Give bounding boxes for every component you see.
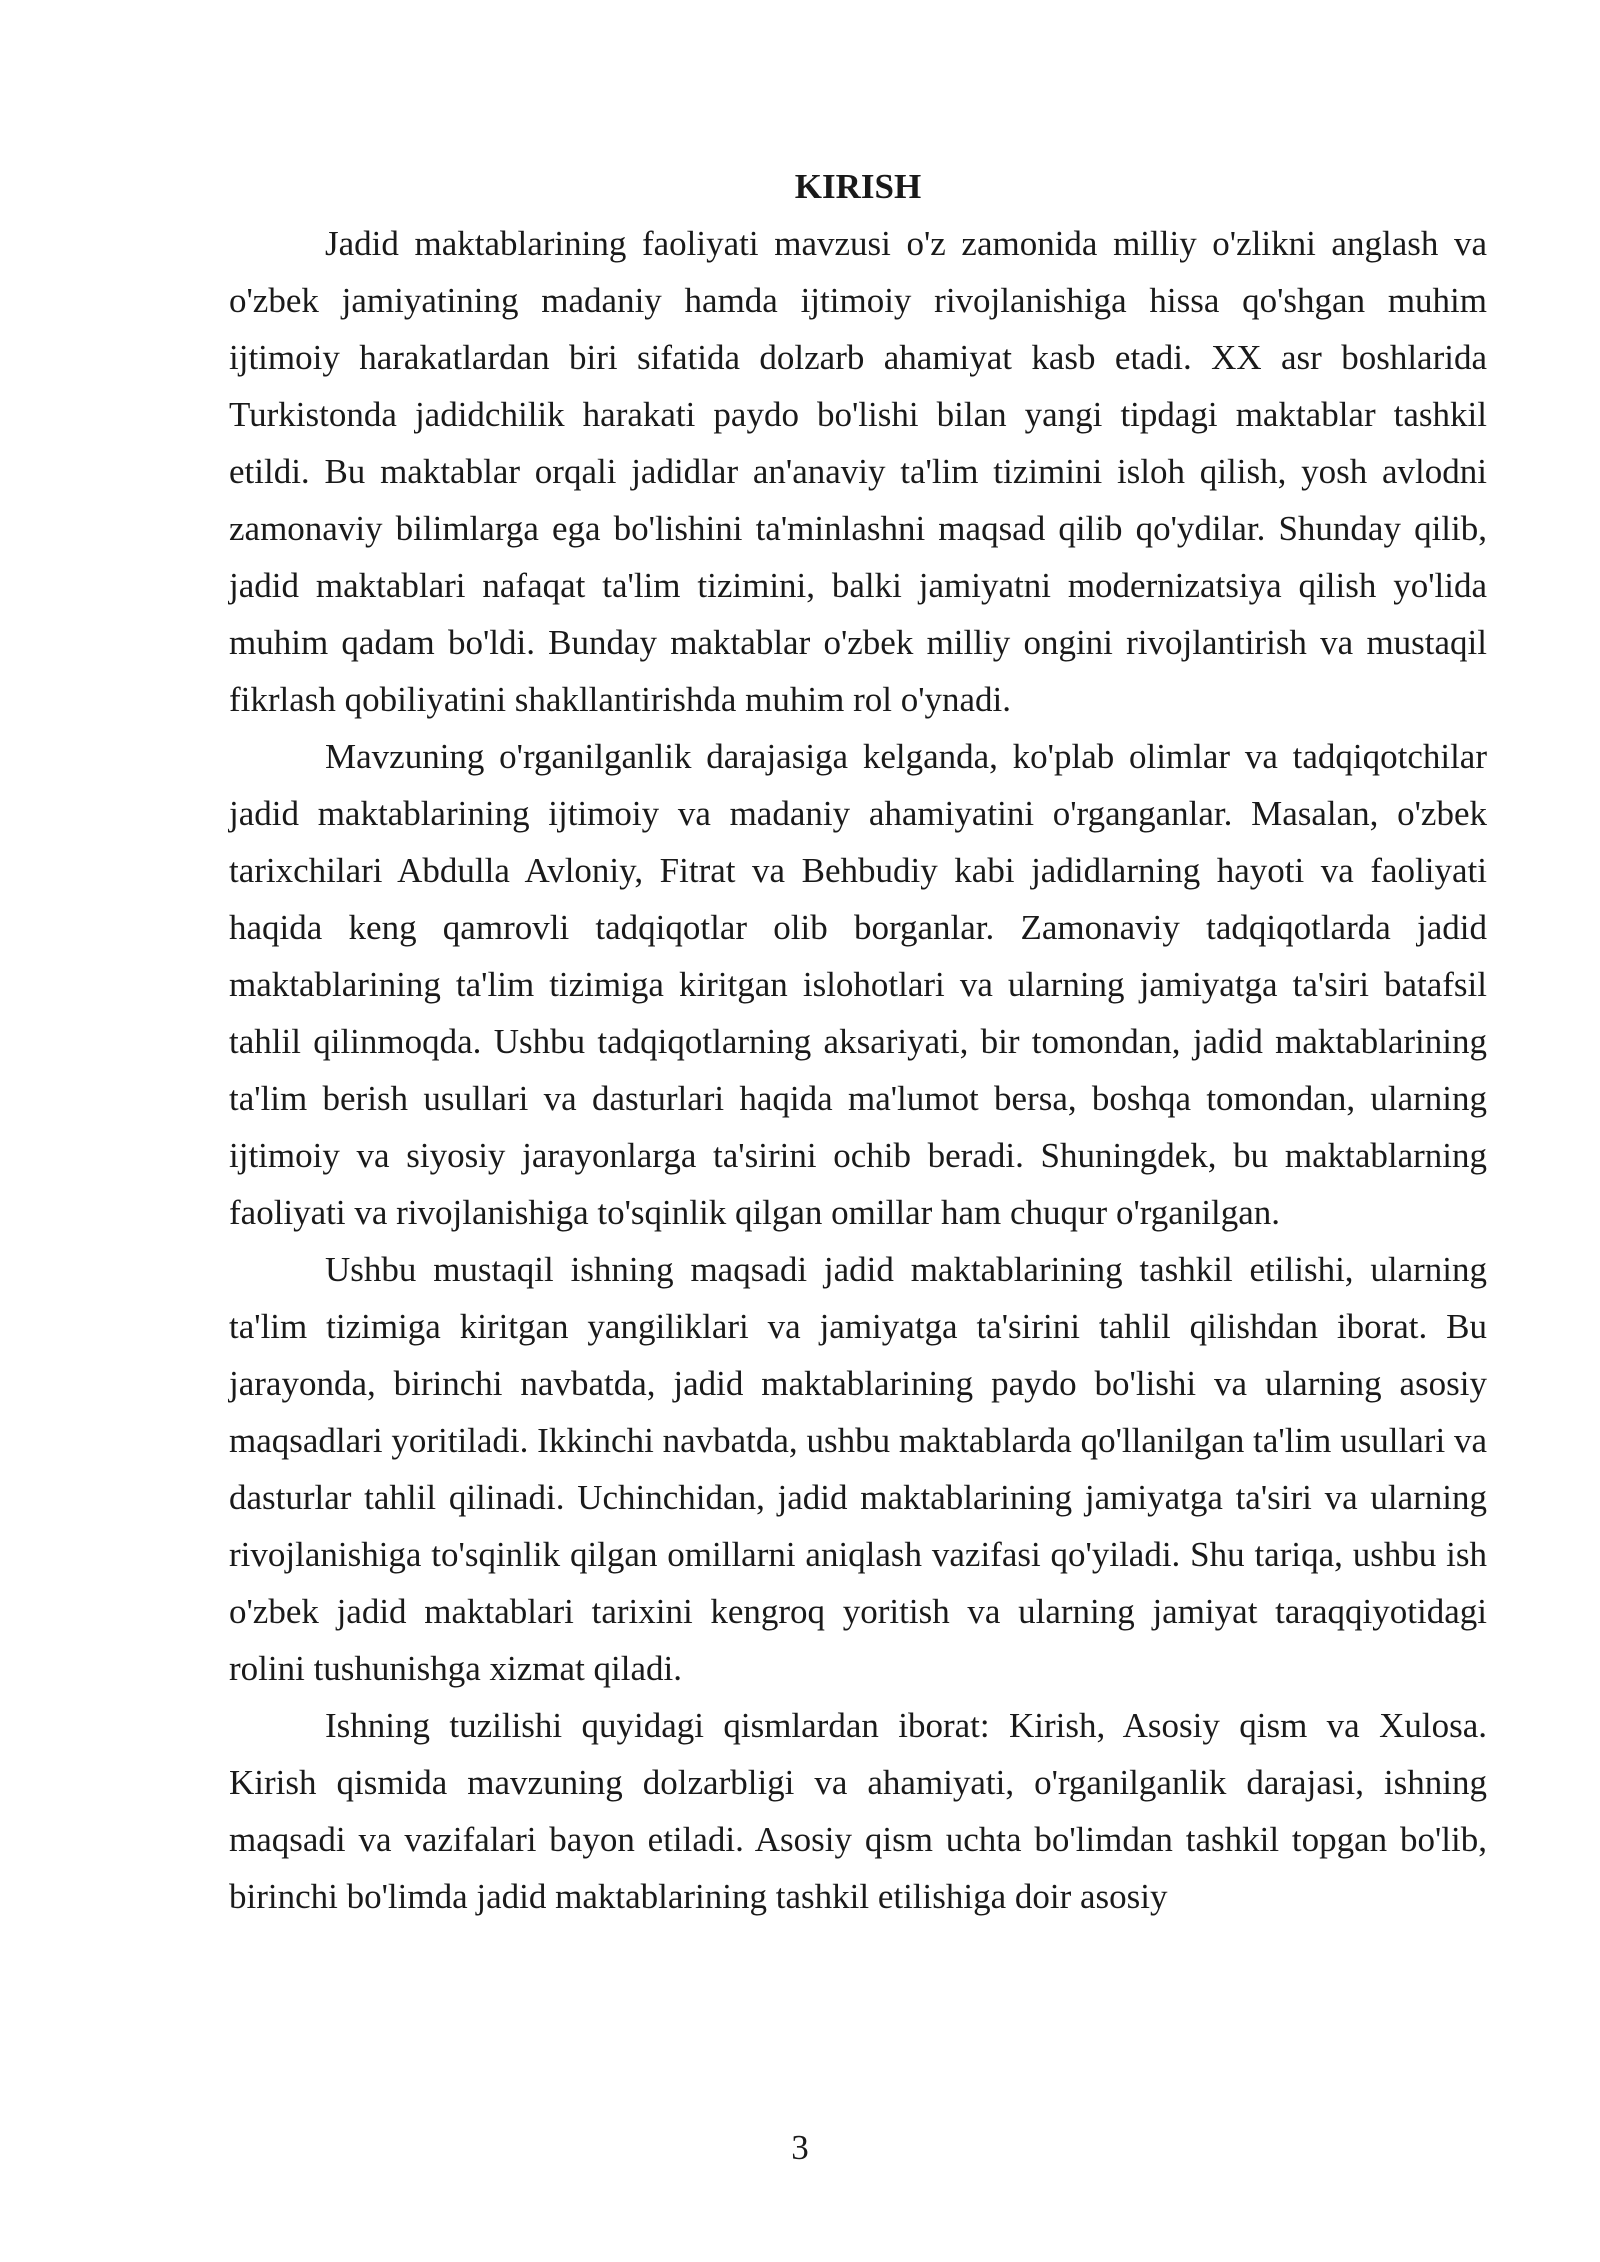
paragraph-aim-and-tasks: Ushbu mustaqil ishning maqsadi jadid maktablarining tashkil etilishi, ularning ta'lim tizimiga kiritgan yangiliklari va jamiyatga ta'sirini tahlil qilishdan iborat. Bu jarayonda, birinchi navbatda, jadid maktablarining paydo bo'lishi va ularning asosiy maqsadlari yoritiladi. Ikkinchi navbatda, ushbu maktablarda qo'llanilgan ta'lim usullari va dasturlar tahlil qilinadi. Uchinchidan, jadid maktablarining jamiyatga ta'siri va ularning rivojlanishiga to'sqinlik qilgan omillarni aniqlash vazifasi qo'yiladi. Shu tariqa, ushbu ish o'zbek jadid maktablari tarixini kengroq yoritish va ularning jamiyat taraqqiyotidagi rolini tushunishga xizmat qiladi. (229, 1250, 1487, 1688)
page-content (229, 158, 1487, 1925)
paragraph-relevance: Jadid maktablarining faoliyati mavzusi o'z zamonida milliy o'zlikni anglash va o'zbek jamiyatining madaniy hamda ijtimoiy rivojlanishiga hissa qo'shgan muhim ijtimoiy harakatlardan biri sifatida dolzarb ahamiyat kasb etadi. XX asr boshlarida Turkistonda jadidchilik harakati paydo bo'lishi bilan yangi tipdagi maktablar tashkil etildi. Bu maktablar orqali jadidlar an'anaviy ta'lim tizimini isloh qilish, yosh avlodni zamonaviy bilimlarga ega bo'lishini ta'minlashni maqsad qilib qo'ydilar. Shunday qilib, jadid maktablari nafaqat ta'lim tizimini, balki jamiyatni modernizatsiya qilish yo'lida muhim qadam bo'ldi. Bunday maktablar o'zbek milliy ongini rivojlantirish va mustaqil fikrlash qobiliyatini shakllantirishda muhim rol o'ynadi. (229, 224, 1487, 719)
page-number: 3 (791, 2128, 809, 2167)
section-title: KIRISH (794, 167, 922, 206)
paragraph-literature-review: Mavzuning o'rganilganlik darajasiga kelganda, ko'plab olimlar va tadqiqotchilar jadid maktablarining ijtimoiy va madaniy ahamiyatini o'rganganlar. Masalan, o'zbek tarixchilari Abdulla Avloniy, Fitrat va Behbudiy kabi jadidlarning hayoti va faoliyati haqida keng qamrovli tadqiqotlar olib borganlar. Zamonaviy tadqiqotlarda jadid maktablarining ta'lim tizimiga kiritgan islohotlari va ularning jamiyatga ta'siri batafsil tahlil qilinmoqda. Ushbu tadqiqotlarning aksariyati, bir tomondan, jadid maktablarining ta'lim berish usullari va dasturlari haqida ma'lumot bersa, boshqa tomondan, ularning ijtimoiy va siyosiy jarayonlarga ta'sirini ochib beradi. Shuningdek, bu maktablarning faoliyati va rivojlanishiga to'sqinlik qilgan omillar ham chuqur o'rganilgan. (229, 737, 1487, 1232)
paragraph-structure: Ishning tuzilishi quyidagi qismlardan iborat: Kirish, Asosiy qism va Xulosa. Kirish qismida mavzuning dolzarbligi va ahamiyati, o'rganilganlik darajasi, ishning maqsadi va vazifalari bayon etiladi. Asosiy qism uchta bo'limdan tashkil topgan bo'lib, birinchi bo'limda jadid maktablarining tashkil etilishiga doir asosiy (229, 1706, 1487, 1916)
